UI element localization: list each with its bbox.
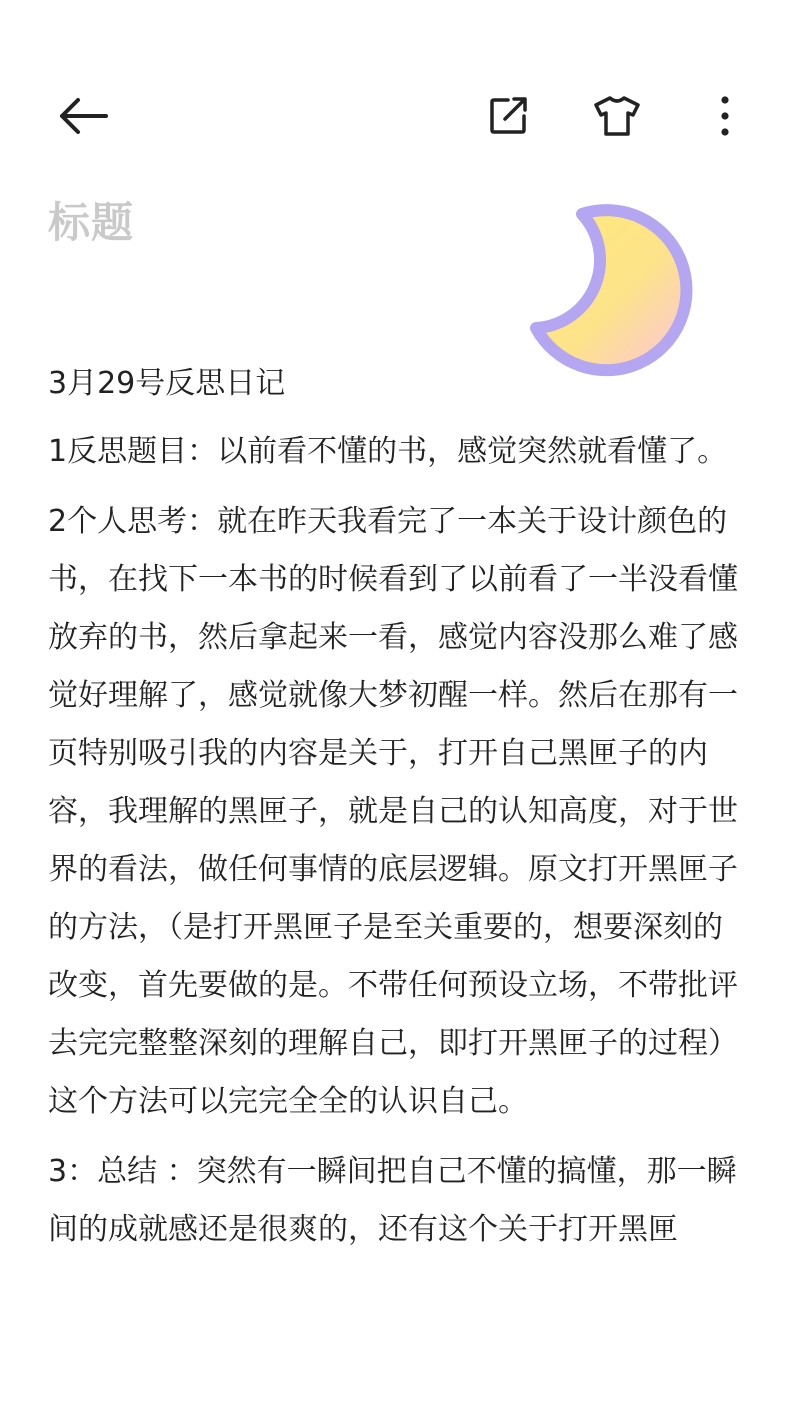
moon-sticker-icon: [520, 200, 700, 380]
back-button[interactable]: [52, 90, 112, 142]
note-title-input[interactable]: 标题: [48, 198, 135, 247]
note-paragraph-1: 1反思题目：以前看不懂的书，感觉突然就看懂了。: [48, 434, 728, 469]
tshirt-icon: [593, 94, 641, 138]
arrow-left-icon: [56, 96, 108, 136]
share-button[interactable]: [482, 92, 534, 140]
more-button[interactable]: [708, 92, 742, 140]
more-vertical-icon: [720, 95, 730, 137]
note-body[interactable]: [48, 355, 748, 1271]
share-external-icon: [486, 94, 530, 138]
note-date-heading: 3月29号反思日记: [48, 366, 286, 401]
theme-button[interactable]: [590, 92, 644, 140]
note-paragraph-3: 3：总结 ：突然有一瞬间把自己不懂的搞懂，那一瞬间的成就感还是很爽的，还有这个关于打开黑匣: [48, 1154, 737, 1247]
note-paragraph-2: 2个人思考：就在昨天我看完了一本关于设计颜色的书，在找下一本书的时候看到了以前看了一半没看懂放弃的书，然后拿起来一看，感觉内容没那么难了感觉好理解了，感觉就像大梦初醒一样。然后在那有一页特别吸引我的内容是关于，打开自己黑匣子的内容，我理解的黑匣子，就是自己的认知高度，对于世界的看法，做任何事情的底层逻辑。原文打开黑匣子的方法，（是打开黑匣子是至关重要的，想要深刻的改变，首先要做的是。不带任何预设立场，不带批评去完完整整深刻的理解自己，即打开黑匣子的过程）这个方法可以完完全全的认识自己。: [48, 504, 738, 1119]
